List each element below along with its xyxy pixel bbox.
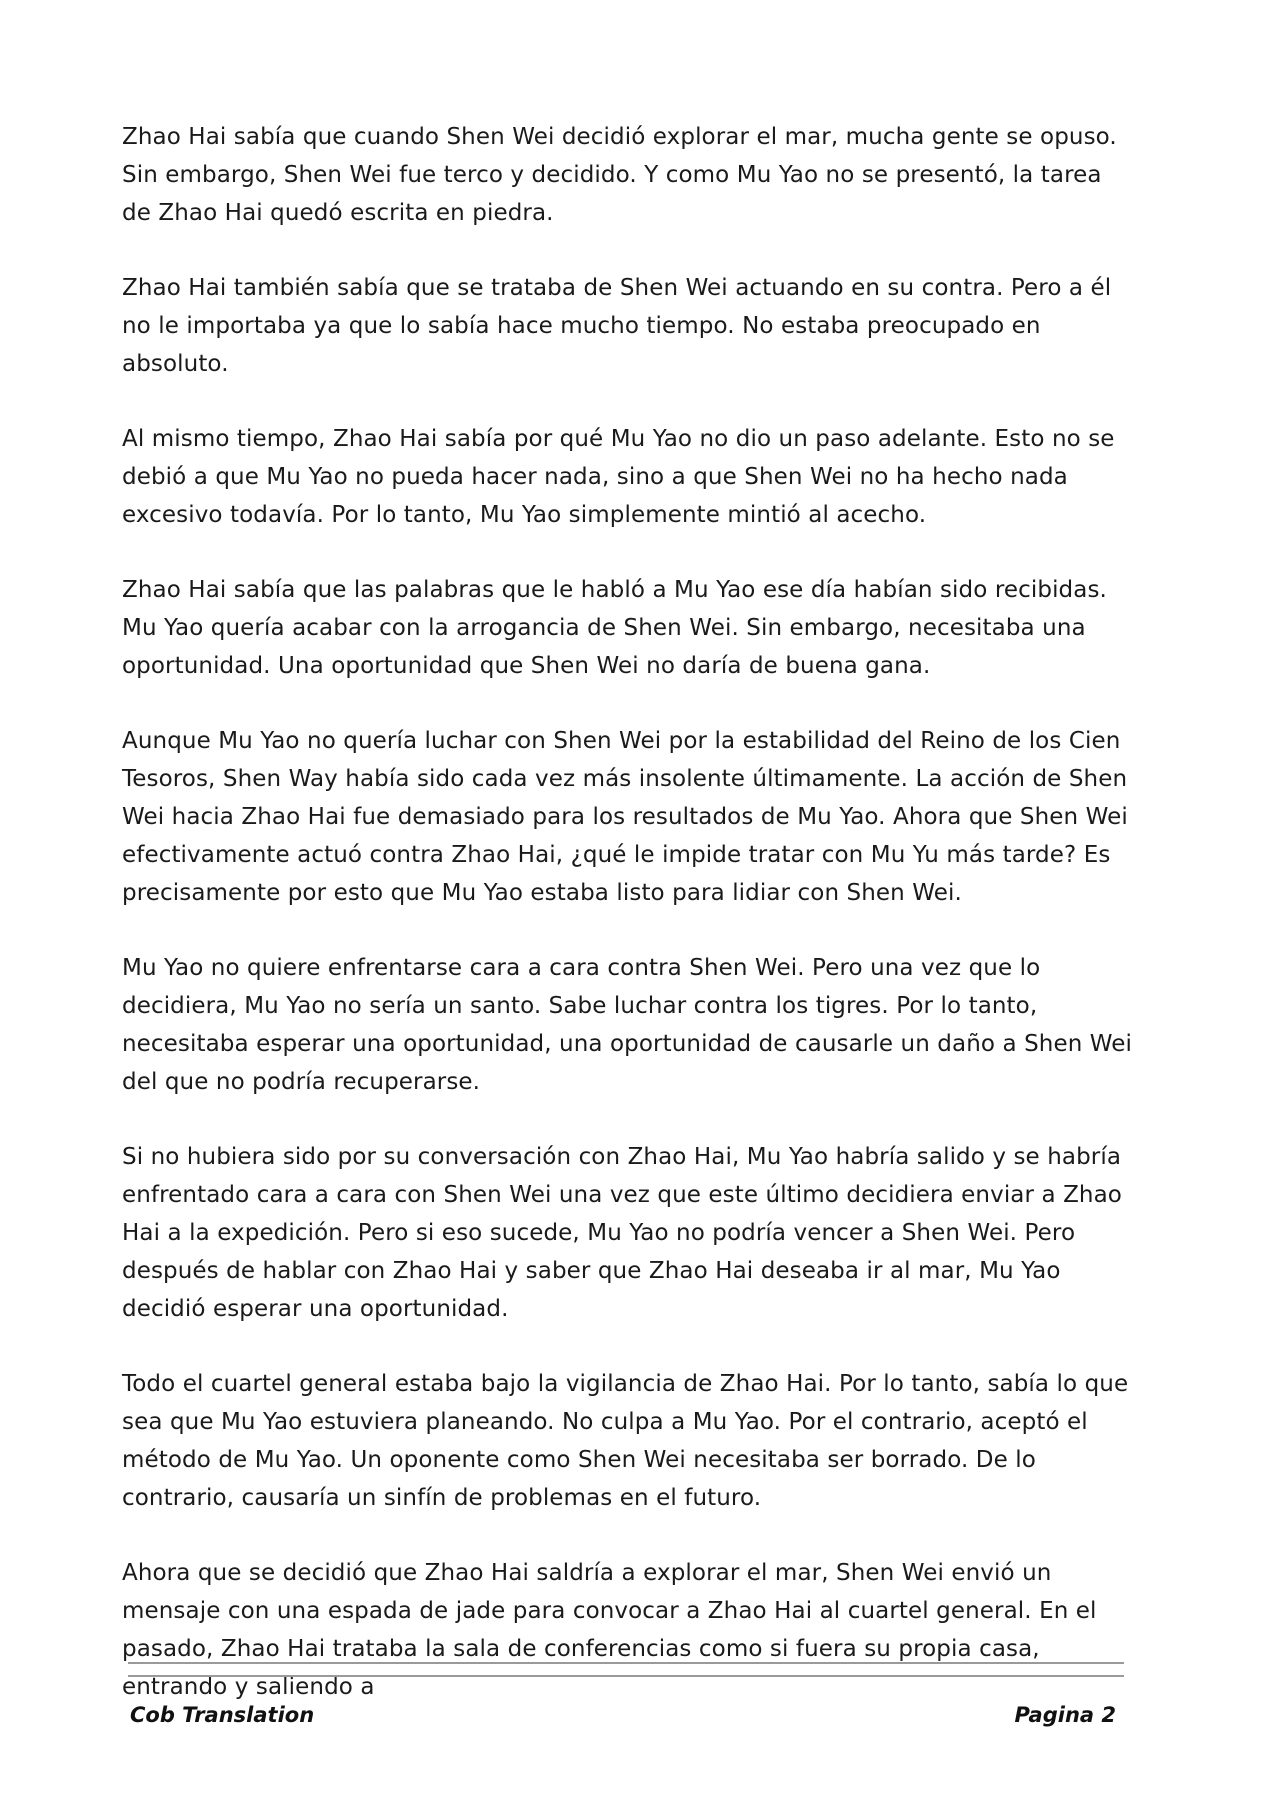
- footer-source-label: Cob Translation: [130, 1703, 315, 1727]
- paragraph: Al mismo tiempo, Zhao Hai sabía por qué Mu Yao no dio un paso adelante. Esto no se debió a que Mu Yao no pueda hacer nada, sino a que Shen Wei no ha hecho nada excesivo todavía. Por lo tanto, Mu Yao simplemente mintió al acecho.: [122, 426, 1115, 528]
- footer-divider: [128, 1662, 1124, 1664]
- page-footer: [128, 1662, 1124, 1733]
- paragraph: Mu Yao no quiere enfrentarse cara a cara contra Shen Wei. Pero una vez que lo decidiera, Mu Yao no sería un santo. Sabe luchar contra los tigres. Por lo tanto, necesitaba esperar una oportunidad, una oportunidad de causarle un daño a Shen Wei del que no podría recuperarse.: [122, 955, 1133, 1095]
- paragraph: Ahora que se decidió que Zhao Hai saldría a explorar el mar, Shen Wei envió un mensaje con una espada de jade para convocar a Zhao Hai al cuartel general. En el pasado, Zhao Hai trataba la sala de conferencias como si fuera su propia casa, entrando y saliendo a: [122, 1560, 1097, 1700]
- paragraph: Si no hubiera sido por su conversación con Zhao Hai, Mu Yao habría salido y se habría enfrentado cara a cara con Shen Wei una vez que este último decidiera enviar a Zhao Hai a la expedición. Pero si eso sucede, Mu Yao no podría vencer a Shen Wei. Pero después de hablar con Zhao Hai y saber que Zhao Hai deseaba ir al mar, Mu Yao decidió esperar una oportunidad.: [122, 1144, 1122, 1322]
- footer-row: [128, 1703, 1124, 1733]
- paragraph: Aunque Mu Yao no quería luchar con Shen Wei por la estabilidad del Reino de los Cien Tesoros, Shen Way había sido cada vez más insolente últimamente. La acción de Shen Wei hacia Zhao Hai fue demasiado para los resultados de Mu Yao. Ahora que Shen Wei efectivamente actuó contra Zhao Hai, ¿qué le impide tratar con Mu Yu más tarde? Es precisamente por esto que Mu Yao estaba listo para lidiar con Shen Wei.: [122, 728, 1128, 906]
- page-number: Pagina 2: [1014, 1703, 1116, 1727]
- body-text: [122, 118, 1132, 1743]
- paragraph: Todo el cuartel general estaba bajo la vigilancia de Zhao Hai. Por lo tanto, sabía lo que sea que Mu Yao estuviera planeando. No culpa a Mu Yao. Por el contrario, aceptó el método de Mu Yao. Un oponente como Shen Wei necesitaba ser borrado. De lo contrario, causaría un sinfín de problemas en el futuro.: [122, 1371, 1129, 1511]
- paragraph: Zhao Hai también sabía que se trataba de Shen Wei actuando en su contra. Pero a él no le importaba ya que lo sabía hace mucho tiempo. No estaba preocupado en absoluto.: [122, 275, 1112, 377]
- paragraph: Zhao Hai sabía que las palabras que le habló a Mu Yao ese día habían sido recibidas. Mu Yao quería acabar con la arrogancia de Shen Wei. Sin embargo, necesitaba una oportunidad. Una oportunidad que Shen Wei no daría de buena gana.: [122, 577, 1107, 679]
- footer-divider: [128, 1675, 1124, 1677]
- paragraph: Zhao Hai sabía que cuando Shen Wei decidió explorar el mar, mucha gente se opuso. Sin embargo, Shen Wei fue terco y decidido. Y como Mu Yao no se presentó, la tarea de Zhao Hai quedó escrita en piedra.: [122, 124, 1117, 226]
